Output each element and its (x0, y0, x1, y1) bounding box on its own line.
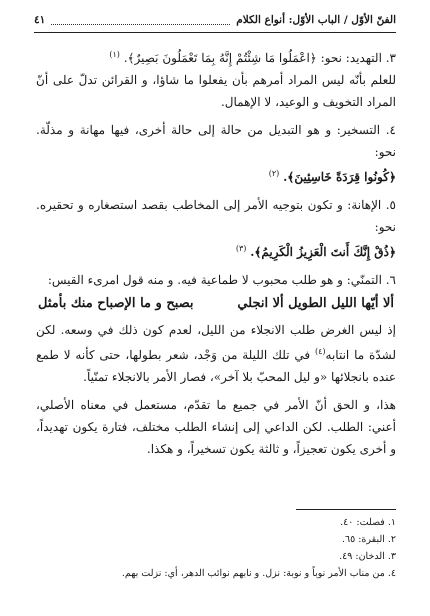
quran-verse-2: ﴿كُونُوا قِرَدَةً خَاسِئِينَ﴾. (283, 170, 396, 184)
verse-first-hemistich: ألا أيّها الليل الطويل ألا انجلي (237, 296, 394, 311)
footnote-ref-4: (٤) (314, 347, 326, 356)
footnote-ref-1: (١) (109, 50, 120, 59)
quran-verse-3: ﴿ذُقْ إِنَّكَ أَنتَ الْعَزِيزُ الْكَرِيمُ﴾. (250, 245, 396, 259)
header-leader-dots (51, 16, 230, 25)
threat-heading-text: ٣. التهديد: نحو: ﴿اعْمَلُوا مَا شِئْتُمْ إِنَّهُ بِمَا تَعْمَلُونَ بَصِيرٌ﴾. (123, 51, 396, 65)
footnote-1: ١. فصلت: ٤٠. (340, 517, 396, 528)
wishing-explanation-part2: في تلك الليلة من وَجْد، شعر بطولها، حتى كأنه لا طمع عنده بانجلائها «و ليل المحبّ بلا آخر»، فصار الأمر بالانجلاء تمنّياً. (36, 348, 396, 384)
wishing-explanation-part1: إذ ليس الغرض طلب الانجلاء من الليل، لعدم كون ذلك في وسعه. لكن لشدّة ما انتابه (36, 323, 396, 362)
running-title: الفنّ الأوّل / الباب الأوّل: أنواع الكلام (236, 14, 396, 26)
paragraph-wishing: ٦. التمنّي: و هو طلب محبوب لا طماعية فيه. و منه قول امرىء القيس: (47, 273, 396, 287)
paragraph-humiliation: ٥. الإهانة: و تكون بتوجيه الأمر إلى المخاطب بقصد استصغاره و تحقيره. نحو: (36, 198, 396, 234)
paragraph-conclusion: هذا، و الحق أنّ الأمر في جميع ما تقدّم، مستعمل في معناه الأصلي، أعني: الطلب. لكن الداعي إلى إنشاء الطلب مختلف، فتارة يكون تهديداً، و أخرى يكون تعجيزاً، و ثالثة يكون تسخيراً، و هكذا. (36, 398, 396, 456)
header-rule (34, 32, 396, 33)
page-header (34, 9, 396, 31)
paragraph-subjugation-verse (36, 163, 396, 188)
verse-second-hemistich: بصبح و ما الإصباح منك بأمثل (38, 296, 194, 311)
footnotes (34, 514, 396, 582)
page-number: ٤١ (34, 14, 46, 26)
page-body (36, 44, 396, 466)
footnote-3: ٣. الدخان: ٤٩. (339, 551, 396, 562)
footnote-rule (296, 509, 396, 510)
paragraph-wishing-explanation (36, 319, 396, 388)
footnote-ref-2: (٢) (268, 169, 280, 178)
paragraph-threat-explanation: للعلم بأنّه ليس المراد أمرهم بأن يفعلوا ما شاؤا، و القرائن تدلّ على أنّ المراد التخويف و الوعيد، لا الإهمال. (36, 73, 396, 109)
footnote-2: ٢. البقرة: ٦٥. (341, 534, 396, 545)
paragraph-humiliation-verse (36, 238, 396, 263)
paragraph-threat (36, 44, 396, 69)
footnote-ref-3: (٣) (235, 244, 247, 253)
paragraph-subjugation: ٤. التسخير: و هو التبديل من حالة إلى حالة أخرى، فيها مهانة و مذلّة. نحو: (36, 123, 396, 159)
footnote-4: ٤. من مناب الأمر نوباً و نوبة: نزل. و نابهم نوائب الدهر، أي: نزلت بهم. (121, 568, 396, 579)
poetry-verse (36, 291, 396, 319)
